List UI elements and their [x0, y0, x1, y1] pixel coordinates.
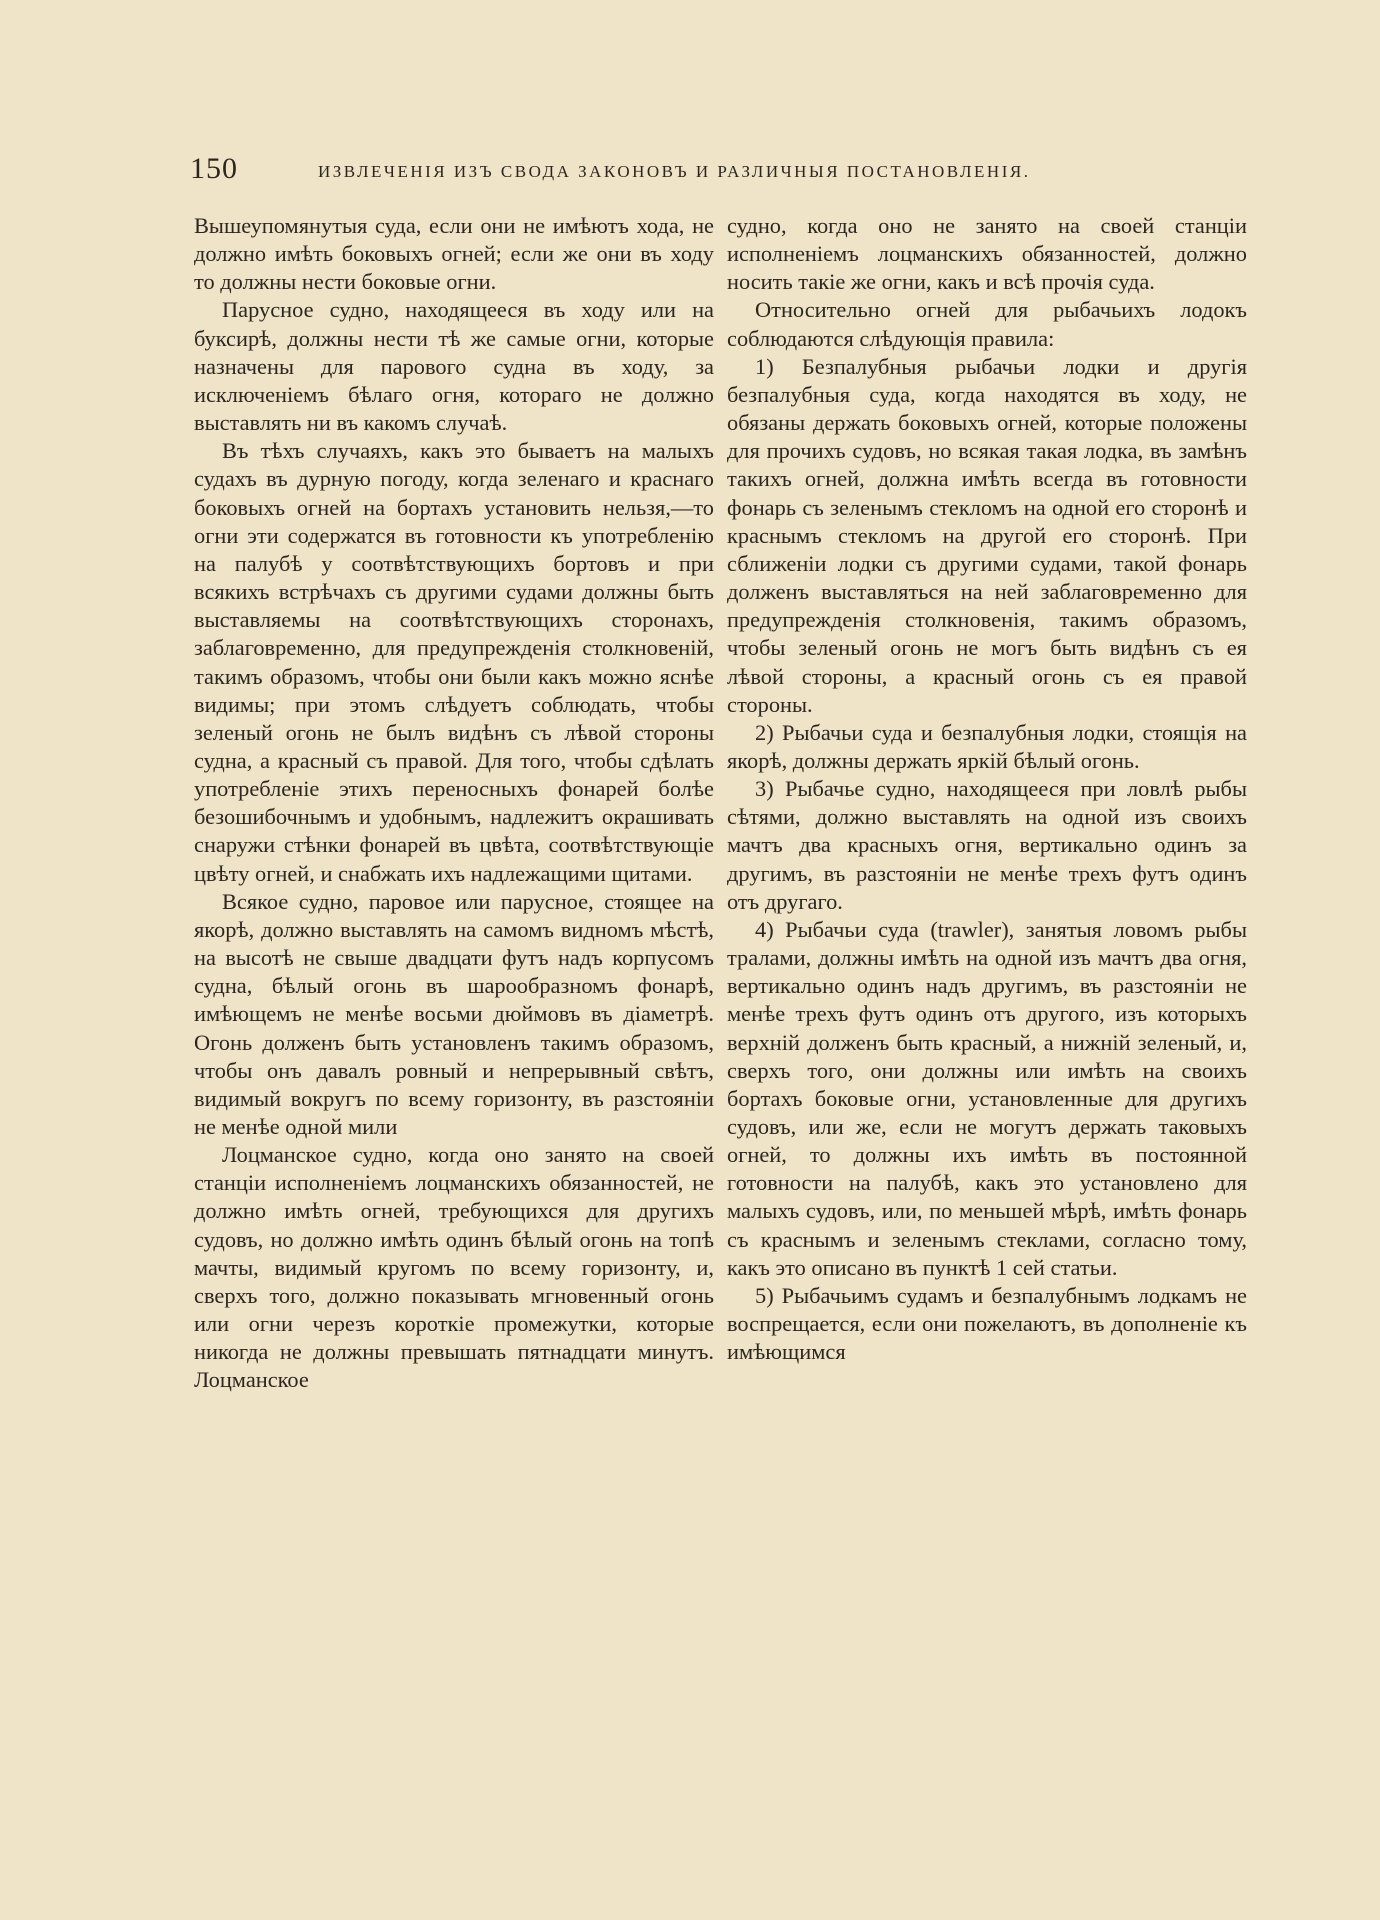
paragraph: судно, когда оно не занято на своей станціи исполненіемъ лоцманскихъ обязанностей, должно носить такіе же огни, какъ и всѣ прочія суда.: [727, 213, 1247, 295]
left-column: [194, 212, 714, 1395]
paragraph: Вышеупомянутыя суда, если они не имѣютъ хода, не должно имѣть боковыхъ огней; если же они въ ходу то должны нести боковые огни.: [194, 213, 714, 295]
paragraph: Всякое судно, паровое или парусное, стоящее на якорѣ, должно выставлять на самомъ видномъ мѣстѣ, на высотѣ не свыше двадцати футъ надъ корпусомъ судна, бѣлый огонь въ шарообразномъ фонарѣ, имѣющемъ не менѣе восьми дюймовъ въ діаметрѣ. Огонь долженъ быть установленъ такимъ образомъ, чтобы онъ давалъ ровный и непрерывный свѣтъ, видимый вокругъ по всему горизонту, въ разстояніи не менѣе одной мили: [194, 888, 714, 1139]
paragraph: 3) Рыбачье судно, находящееся при ловлѣ рыбы сѣтями, должно выставлять на одной изъ своихъ мачтъ два красныхъ огня, вертикально одинъ за другимъ, въ разстояніи не менѣе трехъ футъ одинъ отъ другаго.: [727, 776, 1247, 914]
paragraph: Въ тѣхъ случаяхъ, какъ это бываетъ на малыхъ судахъ въ дурную погоду, когда зеленаго и краснаго боковыхъ огней на бортахъ установить нельзя,—то огни эти содержатся въ готовности къ употребленію на палубѣ у соотвѣтствующихъ бортовъ и при всякихъ встрѣчахъ съ другими судами должны быть выставляемы на соотвѣтствующихъ сторонахъ, заблаговременно, для предупрежденія столкновеній, такимъ образомъ, чтобы они были какъ можно яснѣе видимы; при этомъ слѣдуетъ соблюдать, чтобы зеленый огонь не былъ видѣнъ съ лѣвой стороны судна, а красный съ правой. Для того, чтобы сдѣлать употребленіе этихъ переносныхъ фонарей болѣе безошибочнымъ и удобнымъ, надлежитъ окрашивать снаружи стѣнки фонарей въ цвѣта, соотвѣтствующіе цвѣту огней, и снабжать ихъ надлежащими щитами.: [194, 438, 714, 886]
right-column: [727, 212, 1247, 1366]
paragraph: 2) Рыбачьи суда и безпалубныя лодки, стоящія на якорѣ, должны держать яркій бѣлый огонь.: [727, 719, 1247, 773]
paragraph: Лоцманское судно, когда оно занято на своей станціи исполненіемъ лоцманскихъ обязанностей, не должно имѣть огней, требующихся для другихъ судовъ, но должно имѣть одинъ бѣлый огонь на топѣ мачты, видимый кругомъ по всему горизонту, и, сверхъ того, должно показывать мгновенный огонь или огни черезъ короткіе промежутки, которые никогда не должны превышать пятнадцати минутъ. Лоцманское: [194, 1142, 714, 1393]
running-title: ИЗВЛЕЧЕНІЯ ИЗЪ СВОДА ЗАКОНОВЪ И РАЗЛИЧНЫЯ ПОСТАНОВЛЕНІЯ.: [318, 162, 1031, 181]
paragraph: 4) Рыбачьи суда (trawler), занятыя ловомъ рыбы тралами, должны имѣть на одной изъ мачтъ два огня, вертикально одинъ надъ другимъ, въ разстояніи не менѣе трехъ футъ одинъ отъ другого, изъ которыхъ верхній долженъ быть красный, а нижній зеленый, и, сверхъ того, они должны или имѣть на своихъ бортахъ боковые огни, установленные для другихъ судовъ, или же, если не могутъ держать таковыхъ огней, то должны ихъ имѣть въ постоянной готовности на палубѣ, какъ это установлено для малыхъ судовъ, или, по меньшей мѣрѣ, имѣть фонарь съ краснымъ и зеленымъ стеклами, согласно тому, какъ это описано въ пунктѣ 1 сей статьи.: [727, 916, 1247, 1280]
page-header: [190, 152, 1190, 192]
paragraph: Парусное судно, находящееся въ ходу или на буксирѣ, должны нести тѣ же самые огни, которые назначены для парового судна въ ходу, за исключеніемъ бѣлаго огня, котораго не должно выставлять ни въ какомъ случаѣ.: [194, 297, 714, 436]
paragraph: 1) Безпалубныя рыбачьи лодки и другія безпалубныя суда, когда находятся въ ходу, не обязаны держать боковыхъ огней, которые положены для прочихъ судовъ, но всякая такая лодка, въ замѣнъ такихъ огней, должна имѣть всегда въ готовности фонарь съ зеленымъ стекломъ на одной его сторонѣ и краснымъ стекломъ на другой его сторонѣ. При сближеніи лодки съ другими судами, такой фонарь долженъ выставляться на ней заблаговременно для предупрежденія столкновенія, такимъ образомъ, чтобы зеленый огонь не могъ быть видѣнъ съ ея лѣвой стороны, а красный огонь съ ея правой стороны.: [727, 353, 1247, 717]
page-number: 150: [190, 152, 238, 185]
paragraph: Относительно огней для рыбачьихъ лодокъ соблюдаются слѣдующія правила:: [727, 297, 1247, 351]
paragraph: 5) Рыбачьимъ судамъ и безпалубнымъ лодкамъ не воспрещается, если они пожелаютъ, въ дополненіе къ имѣющимся: [727, 1282, 1247, 1365]
